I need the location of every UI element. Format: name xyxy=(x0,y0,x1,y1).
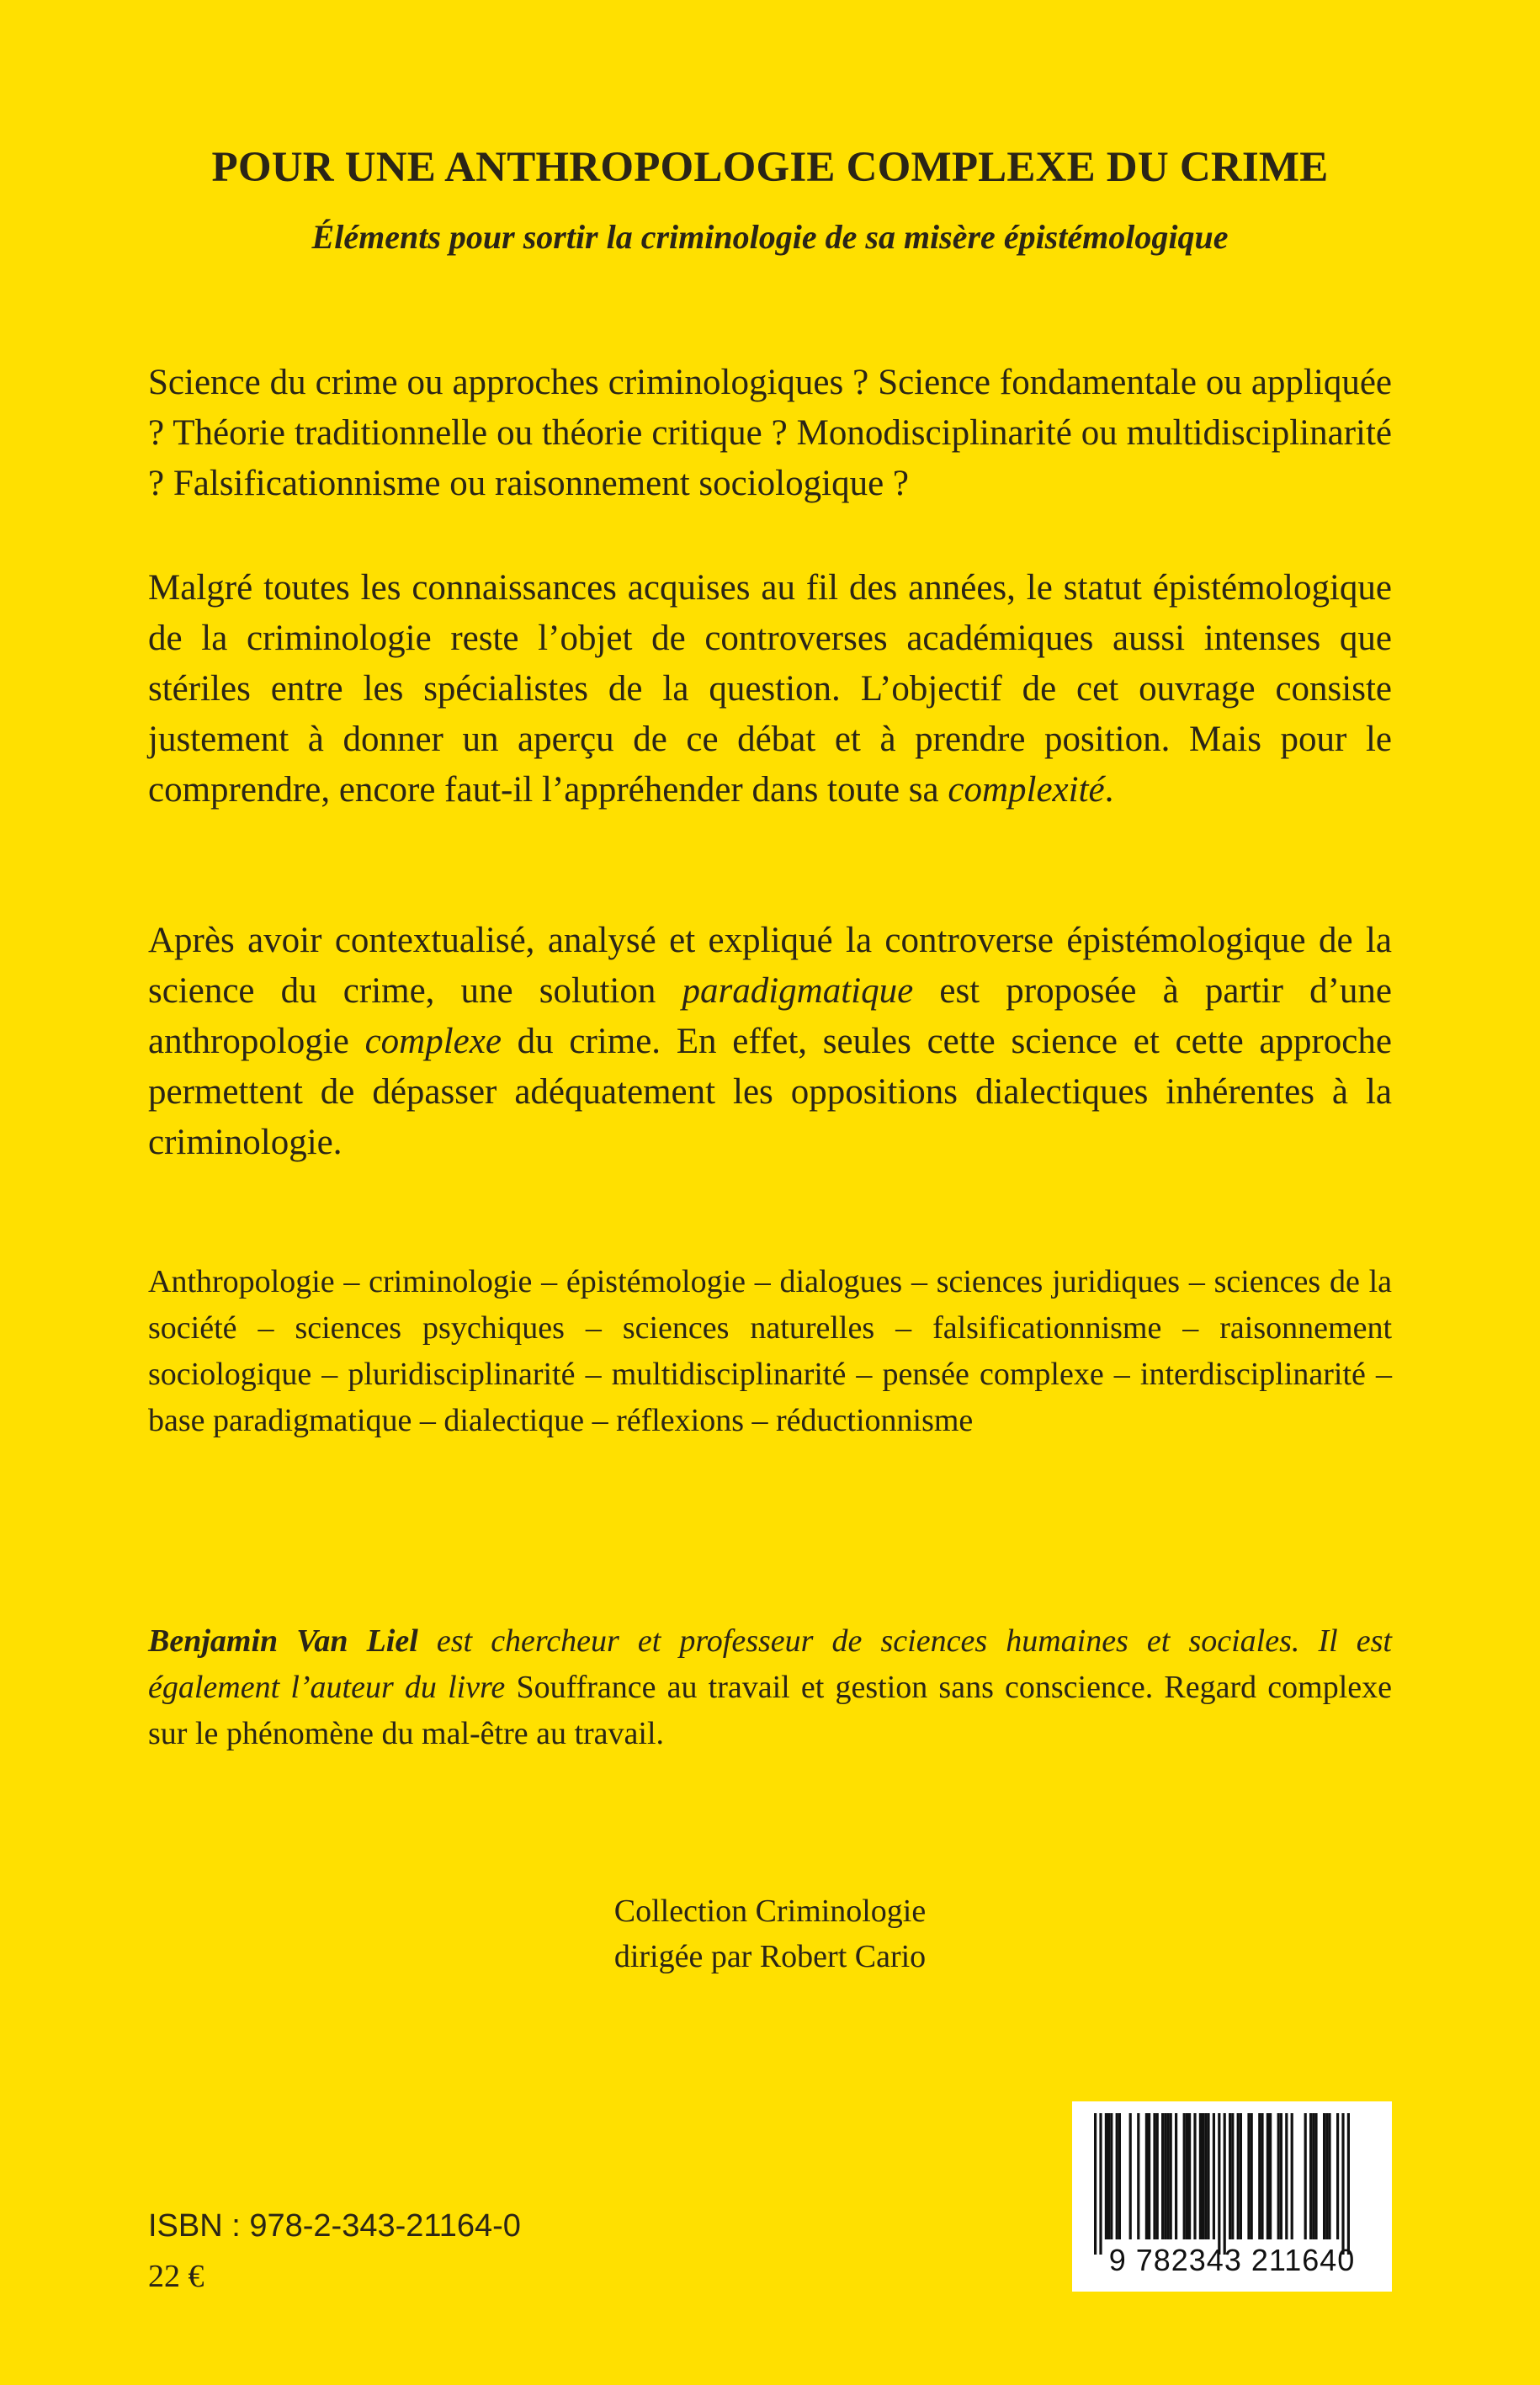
barcode-bar xyxy=(1280,2113,1282,2239)
context-end: . xyxy=(1104,770,1114,810)
barcode-bar xyxy=(1166,2113,1169,2239)
barcode-bar xyxy=(1277,2113,1280,2239)
solution-text-1: Après avoir contextualisé, analysé et expliqué la controverse épistémologique de la science du crime, une solution xyxy=(148,921,1392,1011)
context-paragraph xyxy=(148,563,1392,815)
collection-info xyxy=(0,1888,1540,1979)
barcode-bar xyxy=(1231,2113,1234,2239)
context-emphasis: complexité xyxy=(948,770,1105,810)
barcode-bar xyxy=(1145,2113,1148,2239)
barcode-bar xyxy=(1170,2113,1172,2239)
keywords-list: Anthropologie – criminologie – épistémologie – dialogues – sciences juridiques – sciences de la société – sciences psychiques – sciences naturelles – falsificationnisme – raisonnement sociologique – pluridisciplinarité – multidisciplinarité – pensée complexe – interdisciplinarité – base paradigmatique – dialectique – réflexions – réductionnisme xyxy=(148,1264,1392,1438)
barcode-bar xyxy=(1094,2113,1097,2255)
author-bio xyxy=(148,1618,1392,1757)
barcode-bar xyxy=(1204,2113,1207,2239)
barcode-bar xyxy=(1199,2113,1202,2239)
barcode-bar xyxy=(1224,2113,1226,2255)
barcode-bar xyxy=(1116,2113,1118,2239)
barcode-bar xyxy=(1148,2113,1150,2239)
barcode-bar xyxy=(1328,2113,1330,2239)
barcode-bar xyxy=(1105,2113,1107,2239)
intro-paragraph: Science du crime ou approches criminologiques ? Science fondamentale ou appliquée ? Théorie traditionnelle ou théorie critique ? Monodisciplinarité ou multidisciplinarité ? Falsificationnisme ou raisonnement sociologique ? xyxy=(148,363,1392,503)
barcode-bar xyxy=(1269,2113,1272,2239)
barcode-bar xyxy=(1137,2113,1139,2239)
barcode-bar xyxy=(1336,2113,1339,2239)
barcode-bar xyxy=(1099,2113,1102,2255)
collection-director: dirigée par Robert Cario xyxy=(613,1939,927,1974)
barcode-bar xyxy=(1240,2113,1242,2239)
collection-name: Collection Criminologie xyxy=(613,1894,927,1929)
barcode-bar xyxy=(1285,2113,1288,2239)
barcode-bar xyxy=(1129,2113,1132,2239)
book-title: POUR UNE ANTHROPOLOGIE COMPLEXE DU CRIME xyxy=(211,144,1329,191)
price-label: 22 € xyxy=(148,2259,204,2294)
book-subtitle: Éléments pour sortir la criminologie de sa misère épistémologique xyxy=(311,218,1229,256)
barcode-bar xyxy=(1218,2113,1220,2255)
context-text: Malgré toutes les connaissances acquises au fil des années, le statut épistémologique de la criminologie reste l’objet de controverses académiques aussi intenses que stériles entre les spécialistes de la question. L’objectif de cet ouvrage consiste justement à donner un aperçu de ce débat et à prendre position. Mais pour le comprendre, encore faut-il l’appréhender dans toute sa xyxy=(148,568,1392,810)
barcode-bar xyxy=(1193,2113,1196,2239)
author-name: Benjamin Van Liel xyxy=(148,1623,418,1659)
barcode-bar xyxy=(1237,2113,1240,2239)
barcode-bar xyxy=(1347,2113,1350,2255)
barcode-bar xyxy=(1207,2113,1209,2239)
barcode-bar xyxy=(1314,2113,1317,2239)
barcode-bar xyxy=(1341,2113,1344,2255)
barcode-bar xyxy=(1229,2113,1231,2239)
solution-text-2: est proposée à partir d’une anthropologie xyxy=(148,971,1392,1061)
solution-emphasis-1: paradigmatique xyxy=(682,971,914,1011)
barcode xyxy=(1072,2101,1392,2292)
solution-emphasis-2: complexe xyxy=(364,1022,502,1061)
barcode-bar xyxy=(1304,2113,1307,2239)
barcode-bar xyxy=(1153,2113,1155,2239)
barcode-bar xyxy=(1118,2113,1121,2239)
barcode-bar xyxy=(1309,2113,1312,2239)
barcode-bar xyxy=(1188,2113,1191,2239)
author-description: est chercheur et professeur de sciences humaines et sociales. Il est également l’auteur du livre xyxy=(148,1623,1392,1705)
barcode-bar xyxy=(1325,2113,1328,2239)
barcode-bar xyxy=(1107,2113,1110,2239)
barcode-bar xyxy=(1161,2113,1164,2239)
barcode-bar xyxy=(1202,2113,1204,2239)
solution-text-3: du crime. En effet, seules cette science et cette approche permettent de dépasser adéquatement les oppositions dialectiques inhérentes à la criminologie. xyxy=(148,1022,1392,1162)
barcode-bar xyxy=(1183,2113,1186,2239)
barcode-bar xyxy=(1312,2113,1314,2239)
barcode-bar xyxy=(1251,2113,1253,2239)
barcode-bar xyxy=(1291,2113,1293,2239)
barcode-bar xyxy=(1267,2113,1269,2239)
barcode-bar xyxy=(1258,2113,1261,2239)
barcode-bar xyxy=(1164,2113,1166,2239)
barcode-bar xyxy=(1247,2113,1250,2239)
barcode-bar xyxy=(1110,2113,1113,2239)
barcode-bar xyxy=(1175,2113,1177,2239)
barcode-digits: 9 782343 211640 xyxy=(1108,2243,1356,2277)
barcode-bar xyxy=(1261,2113,1263,2239)
author-book-title: Souffrance au travail et gestion sans conscience. Regard complexe sur le phénomène du mal-être au travail. xyxy=(148,1670,1392,1751)
isbn-label: ISBN : 978-2-343-21164-0 xyxy=(148,2208,521,2244)
solution-paragraph xyxy=(148,916,1392,1168)
barcode-bar xyxy=(1213,2113,1215,2239)
barcode-bar xyxy=(1186,2113,1188,2239)
barcode-bar xyxy=(1156,2113,1159,2239)
barcode-bar xyxy=(1323,2113,1325,2239)
